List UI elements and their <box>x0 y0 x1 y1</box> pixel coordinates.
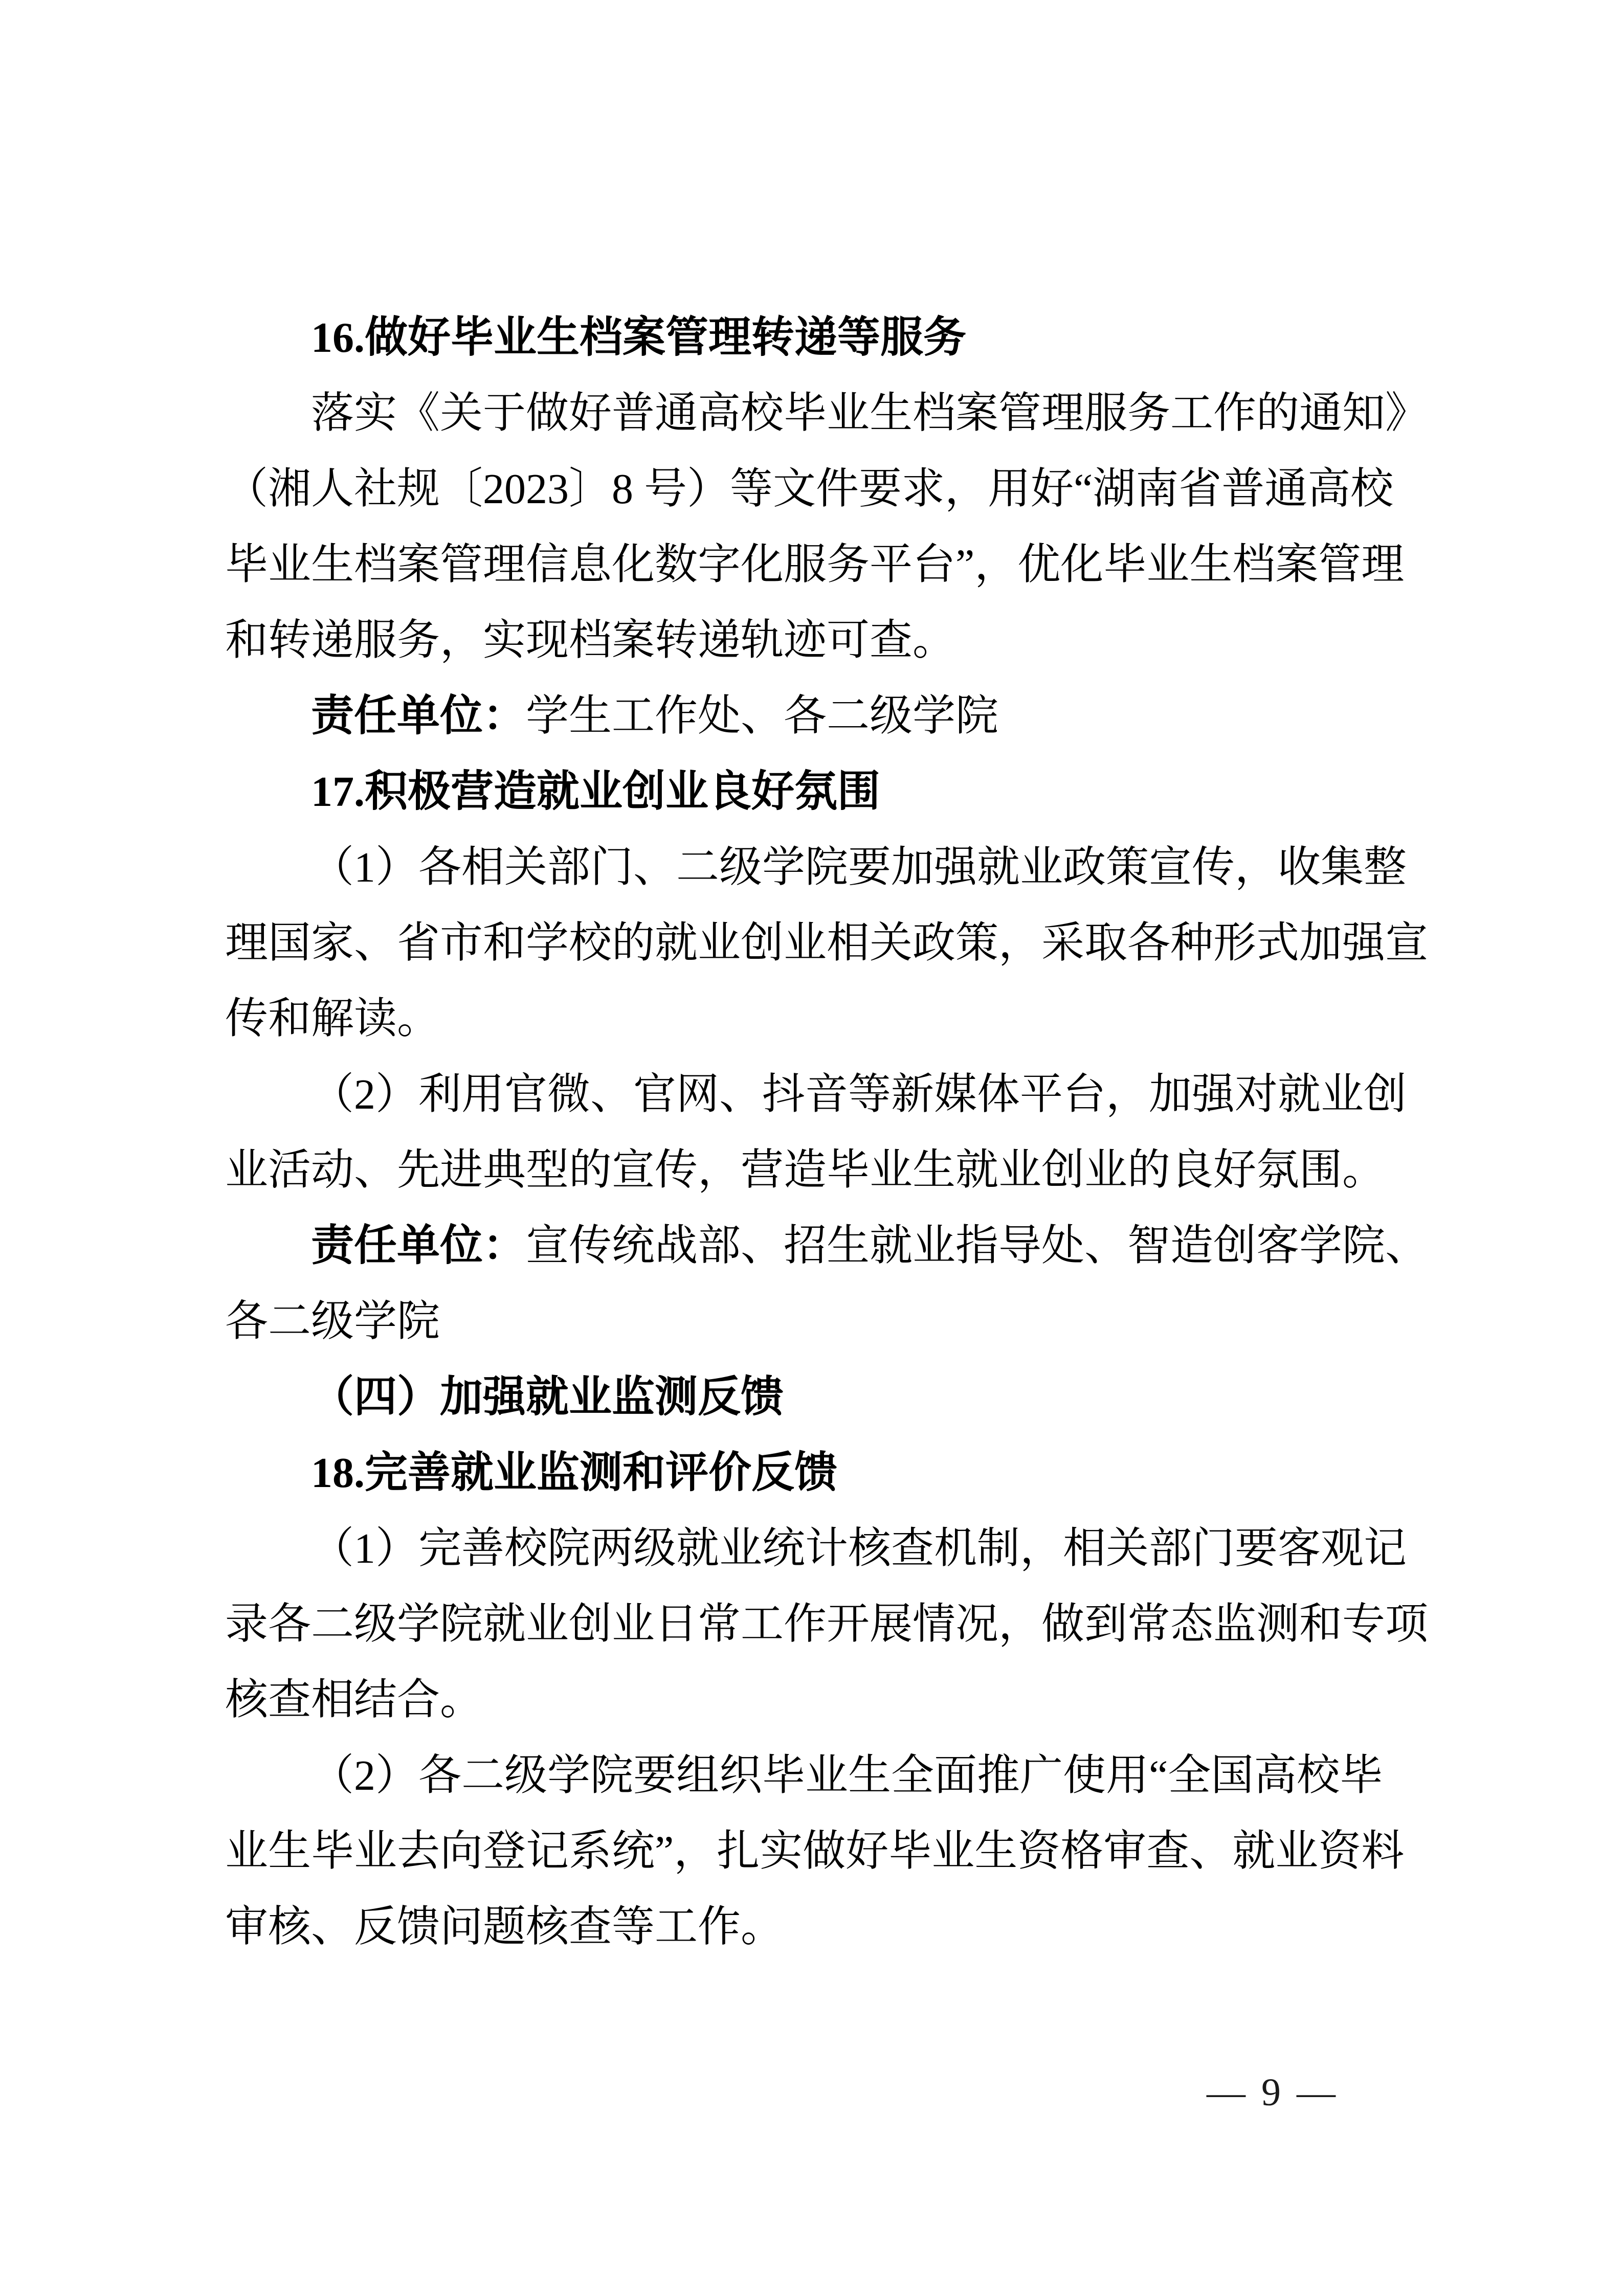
subsection-heading-4: （四）加强就业监测反馈 <box>311 1374 784 1421</box>
body-line: 和转递服务，实现档案转递轨迹可查。 <box>225 617 956 664</box>
page-number: — 9 — <box>1207 2071 1339 2114</box>
body-line: （1）各相关部门、二级学院要加强就业政策宣传，收集整 <box>311 844 1407 891</box>
body-line: 理国家、省市和学校的就业创业相关政策，采取各种形式加强宣 <box>225 919 1429 967</box>
body-line: 业活动、先进典型的宣传，营造毕业生就业创业的良好氛围。 <box>225 1146 1386 1194</box>
document-body <box>225 300 1432 1965</box>
body-line: （1）完善校院两级就业统计核查机制，相关部门要客观记 <box>311 1525 1407 1572</box>
body-line: 审核、反馈问题核查等工作。 <box>225 1903 784 1951</box>
body-line: 业生毕业去向登记系统”，扎实做好毕业生资格审查、就业资料 <box>225 1828 1405 1875</box>
body-line: 毕业生档案管理信息化数字化服务平台”，优化毕业生档案管理 <box>225 541 1405 589</box>
body-line: 各二级学院 <box>225 1298 440 1345</box>
section-heading-18: 18.完善就业监测和评价反馈 <box>311 1449 838 1497</box>
body-line: （湘人社规〔2023〕8 号）等文件要求，用好“湖南省普通高校 <box>225 465 1394 513</box>
body-line: （2）利用官微、官网、抖音等新媒体平台，加强对就业创 <box>311 1071 1407 1118</box>
responsible-unit-line <box>225 679 1432 754</box>
body-line: 核查相结合。 <box>225 1676 483 1724</box>
responsible-unit-value: 宣传统战部、招生就业指导处、智造创客学院、 <box>526 1222 1429 1270</box>
body-line: 录各二级学院就业创业日常工作开展情况，做到常态监测和专项 <box>225 1601 1429 1648</box>
body-line: （2）各二级学院要组织毕业生全面推广使用“全国高校毕 <box>311 1752 1383 1799</box>
responsible-unit-label: 责任单位： <box>311 692 526 740</box>
section-heading-17: 17.积极营造就业创业良好氛围 <box>311 768 881 816</box>
body-line: 落实《关于做好普通高校毕业生档案管理服务工作的通知》 <box>311 390 1429 437</box>
responsible-unit-label: 责任单位： <box>311 1222 526 1270</box>
body-line: 传和解读。 <box>225 995 440 1043</box>
responsible-unit-value: 学生工作处、各二级学院 <box>526 692 999 740</box>
responsible-unit-line <box>225 1208 1432 1284</box>
section-heading-16: 16.做好毕业生档案管理转递等服务 <box>311 314 967 362</box>
